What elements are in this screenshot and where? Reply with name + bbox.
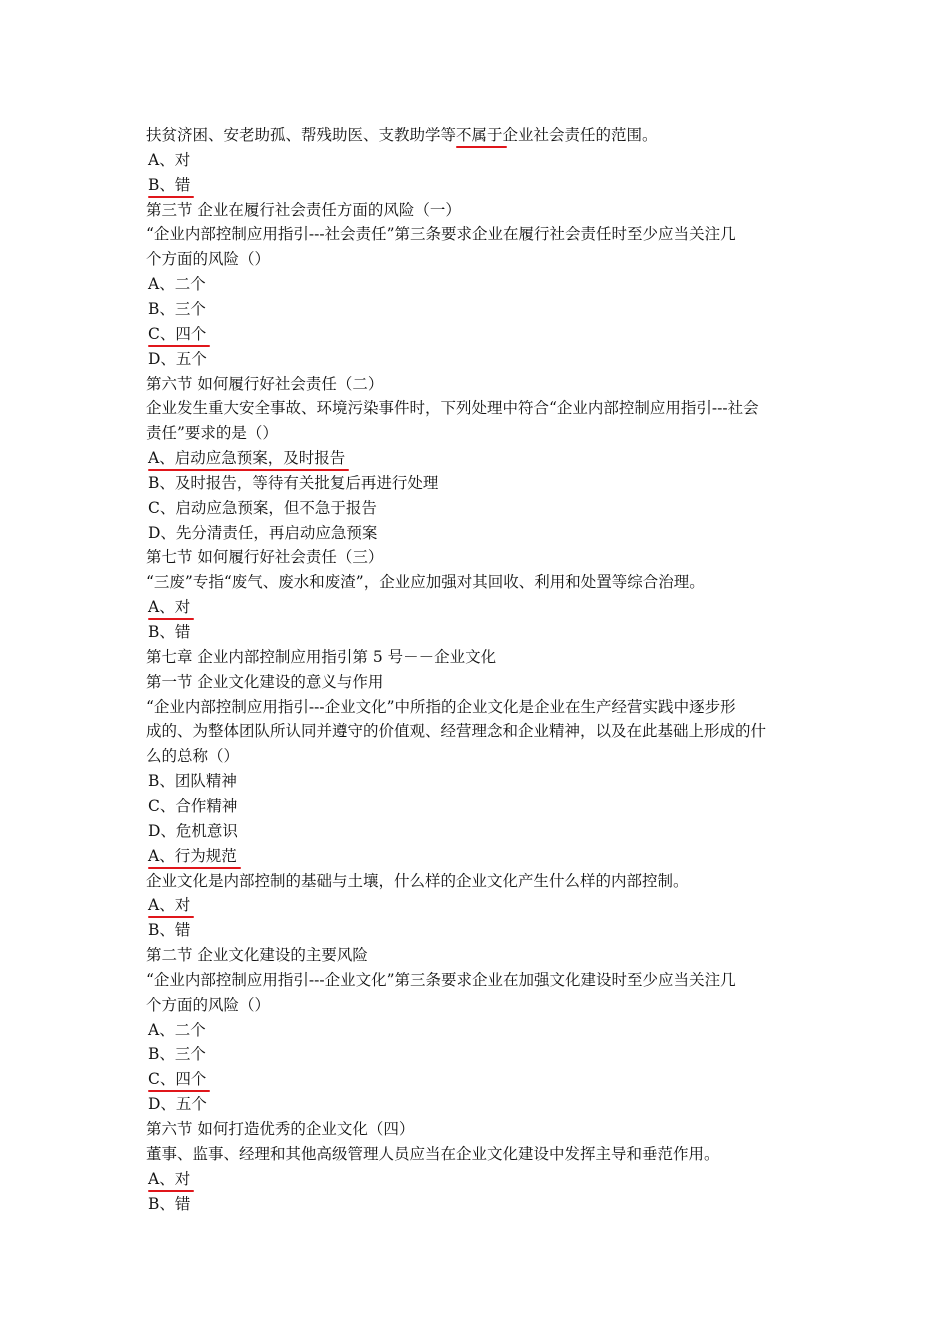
text-line [146, 249, 270, 269]
answer-option [148, 498, 377, 518]
line-text: D、五个 [148, 1095, 207, 1113]
line-text: 第七章 企业内部控制应用指引第 5 号－－企业文化 [146, 648, 497, 666]
answer-option [148, 1044, 206, 1064]
text-line [146, 374, 383, 394]
line-text: 个方面的风险（） [146, 250, 271, 268]
line-text: B、错 [148, 1195, 191, 1213]
line-text: A、对 [148, 151, 191, 169]
line-text: B、错 [148, 623, 191, 641]
line-text: 扶贫济困、安老助孤、帮残助医、支教助学等 [146, 126, 457, 144]
text-line [146, 1144, 720, 1164]
line-text: 第六节 如何打造优秀的企业文化（四） [146, 1120, 415, 1138]
answer-option [148, 846, 237, 866]
answer-option [148, 175, 190, 195]
text-line [146, 423, 278, 443]
text-line [146, 398, 759, 418]
line-text: 董事、监事、经理和其他高级管理人员应当在企业文化建设中发挥主导和垂范作用。 [146, 1145, 720, 1163]
answer-option [148, 523, 377, 543]
text-line [146, 995, 270, 1015]
text-line [146, 200, 461, 220]
text-line [146, 125, 658, 145]
line-text: “三废”专指“废气、废水和废渣”，企业应加强对其回收、利用和处置等综合治理。 [146, 573, 705, 591]
text-line [146, 224, 736, 244]
line-text: C、合作精神 [148, 797, 238, 815]
answer-option [148, 622, 190, 642]
red-underlined-text: 不属于 [456, 126, 503, 144]
text-line [146, 970, 736, 990]
text-line [146, 746, 239, 766]
answer-option [148, 796, 237, 816]
line-text: 第三节 企业在履行社会责任方面的风险（一） [146, 201, 461, 219]
red-underlined-text: A、启动应急预案，及时报告 [148, 449, 346, 467]
red-underlined-text: A、对 [148, 896, 191, 914]
line-text: “企业内部控制应用指引---企业文化”第三条要求企业在加强文化建设时至少应当关注几 [146, 971, 736, 989]
answer-option [148, 1069, 206, 1089]
answer-option [148, 821, 238, 841]
red-underlined-text: B、错 [148, 176, 191, 194]
line-text: 么的总称（） [146, 747, 240, 765]
text-line [146, 945, 368, 965]
line-text: B、错 [148, 921, 191, 939]
red-underlined-text: A、对 [148, 1170, 191, 1188]
text-line [146, 647, 496, 667]
answer-option [148, 771, 237, 791]
line-text: C、启动应急预案，但不急于报告 [148, 499, 377, 517]
text-line [146, 697, 736, 717]
answer-option [148, 1169, 190, 1189]
red-underlined-text: A、行为规范 [148, 847, 237, 865]
red-underlined-text: C、四个 [148, 1070, 207, 1088]
text-line [146, 871, 689, 891]
line-text: 个方面的风险（） [146, 996, 271, 1014]
answer-option [148, 324, 206, 344]
answer-option [148, 448, 345, 468]
red-underlined-text: A、对 [148, 598, 191, 616]
answer-option [148, 1194, 190, 1214]
line-text: 第一节 企业文化建设的意义与作用 [146, 673, 384, 691]
line-text: A、二个 [148, 275, 206, 293]
text-line [146, 1119, 414, 1139]
line-text: 企业发生重大安全事故、环境污染事件时，下列处理中符合“企业内部控制应用指引---社会 [146, 399, 759, 417]
answer-option [148, 473, 438, 493]
answer-option [148, 1020, 206, 1040]
line-text: B、三个 [148, 1045, 206, 1063]
line-text: D、先分清责任，再启动应急预案 [148, 524, 378, 542]
text-line [146, 572, 705, 592]
text-line [146, 721, 766, 741]
line-text: “企业内部控制应用指引---企业文化”中所指的企业文化是企业在生产经营实践中逐步形 [146, 698, 736, 716]
line-text: 责任”要求的是（） [146, 424, 278, 442]
answer-option [148, 920, 190, 940]
line-text: D、危机意识 [148, 822, 238, 840]
answer-option [148, 597, 190, 617]
answer-option [148, 895, 190, 915]
line-text: “企业内部控制应用指引---社会责任”第三条要求企业在履行社会责任时至少应当关注几 [146, 225, 736, 243]
answer-option [148, 1094, 207, 1114]
answer-option [148, 349, 207, 369]
line-text: 第二节 企业文化建设的主要风险 [146, 946, 368, 964]
line-text: 企业文化是内部控制的基础与土壤，什么样的企业文化产生什么样的内部控制。 [146, 872, 689, 890]
line-text: B、三个 [148, 300, 206, 318]
line-text: B、团队精神 [148, 772, 237, 790]
text-line [146, 547, 383, 567]
line-text: 成的、为整体团队所认同并遵守的价值观、经营理念和企业精神，以及在此基础上形成的什 [146, 722, 767, 740]
line-text: A、二个 [148, 1021, 206, 1039]
line-text: B、及时报告，等待有关批复后再进行处理 [148, 474, 439, 492]
answer-option [148, 274, 206, 294]
answer-option [148, 299, 206, 319]
line-text: 企业社会责任的范围。 [502, 126, 658, 144]
red-underlined-text: C、四个 [148, 325, 207, 343]
line-text: D、五个 [148, 350, 207, 368]
line-text: 第七节 如何履行好社会责任（三） [146, 548, 384, 566]
line-text: 第六节 如何履行好社会责任（二） [146, 375, 384, 393]
answer-option [148, 150, 190, 170]
text-line [146, 672, 383, 692]
